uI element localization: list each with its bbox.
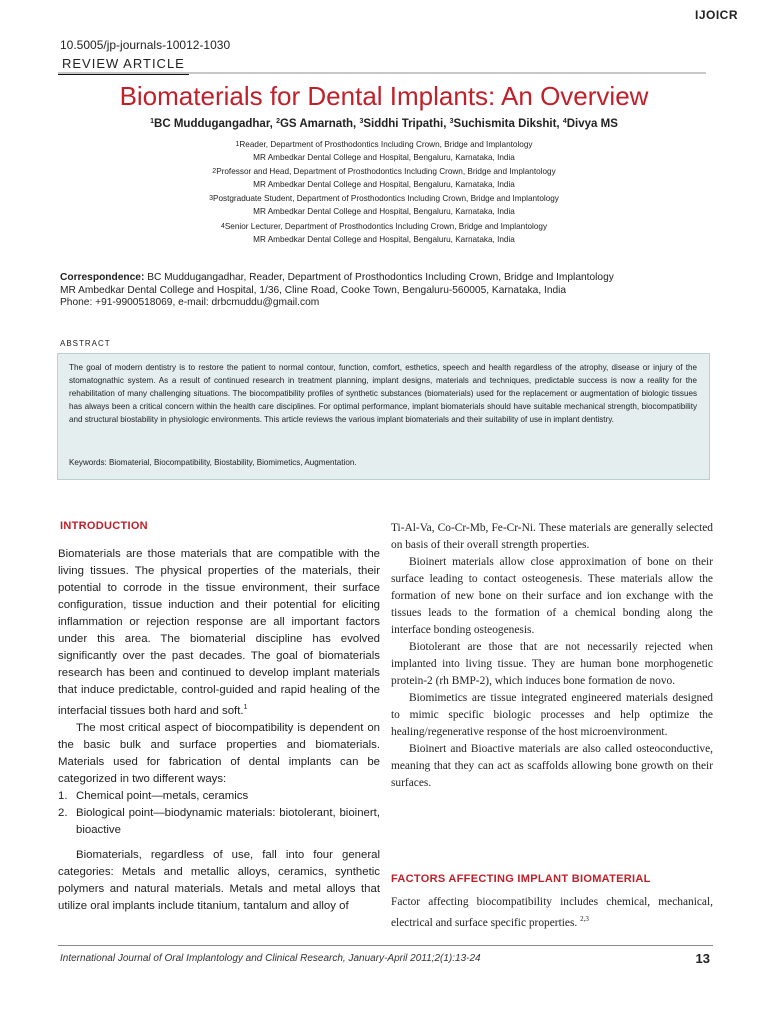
author: $^3$Siddhi Tripathi, xyxy=(359,118,447,130)
correspondence-label: Correspondence: xyxy=(60,272,145,283)
affiliation: $^2$Professor and Head, Department of Prosthodontics Including Crown, Bridge and Implantology MR Ambedkar Dental College and Hospital, Bengaluru, Karnataka, India xyxy=(212,167,556,189)
paragraph: Ti-Al-Va, Co-Cr-Mb, Fe-Cr-Ni. These materials are generally selected on basis of their overall strength properties. xyxy=(391,522,713,551)
paragraph: Bioinert materials allow close approximation of bone on their surface leading to contact osteogenesis. These materials allow the formation of new bone on their surface and ion exchange with the tissues leads to the formation of a chemical bonding along the interface bonding osteogenesis. xyxy=(391,556,713,636)
abstract-text: The goal of modern dentistry is to restore the patient to normal contour, function, comfort, esthetics, speech and health regardless of the atrophy, disease or injury of the stomatognathic system. As a result of continued research in treatment planning, implant designs, materials and techniques, predictable success is now a reality for the rehabilitation of many challenging situations. The biocompatibility profiles of synthetic substances (biomaterials) used for the replacement or augmentation of biologic tissues has always been a critical concern within the health care disciplines. For optimal performance, implant biomaterials should have suitable mechanical strength, biocompatibility and structural biostability in physiologic environments. This article reviews the various implant biomaterials and their suitability of use in implant dentistry. xyxy=(69,363,697,424)
right-column-continued xyxy=(391,894,713,932)
paragraph: Biomaterials are those materials that are compatible with the living tissues. The physical properties of the materials, their potential to corrode in the tissue environment, their surface configuration, tissue induction and their potential for eliciting inflammation or rejection response are all important factors under this area. The biomaterial discipline has evolved significantly over the past decades. The goal of biomaterials research has been and continued to develop implant materials that induce predictable, control-guided and rapid healing of the interfacial tissues both hard and soft.$^1$ xyxy=(58,548,380,717)
author: $^1$BC Muddugangadhar, xyxy=(150,118,273,130)
article-title: Biomaterials for Dental Implants: An Overview xyxy=(119,81,649,111)
paragraph: Biomimetics are tissue integrated engineered materials designed to mimic specific biologic processes and help optimize the healing/regenerative response of the host microenvironment. xyxy=(391,692,713,738)
page-number: 13 xyxy=(695,951,710,966)
author: $^3$Suchismita Dikshit, xyxy=(449,118,560,130)
right-column xyxy=(391,520,713,792)
affiliation: $^4$Senior Lecturer, Department of Prosthodontics Including Crown, Bridge and Implantology MR Ambedkar Dental College and Hospital, Bengaluru, Karnataka, India xyxy=(220,222,548,244)
citation-ref: 1 xyxy=(243,704,248,711)
author: $^2$GS Amarnath, xyxy=(276,118,357,130)
header-divider xyxy=(58,72,706,74)
affiliation: $^3$Postgraduate Student, Department of Prosthodontics Including Crown, Bridge and Implantology MR Ambedkar Dental College and Hospital, Bengaluru, Karnataka, India xyxy=(209,194,559,216)
paragraph: Bioinert and Bioactive materials are also called osteoconductive, meaning that they can act as scaffolds allowing bone growth on their surfaces. xyxy=(391,743,713,789)
abstract-label: ABSTRACT xyxy=(60,339,111,348)
author-list xyxy=(0,118,768,130)
doi-link[interactable]: 10.5005/jp-journals-10012-1030 xyxy=(60,38,231,52)
journal-short-name: IJOICR xyxy=(694,8,738,22)
article-type-label: REVIEW ARTICLE xyxy=(58,54,189,75)
paragraph: The most critical aspect of biocompatibility is dependent on the basic bulk and surface properties and biomaterials. Materials used for fabrication of dental implants can be categorized in two different ways: xyxy=(58,721,380,785)
left-column xyxy=(58,546,380,915)
keywords: Keywords: Biomaterial, Biocompatibility, Biostability, Biomimetics, Augmentation. xyxy=(69,458,357,467)
citation-ref: 2,3 xyxy=(580,915,589,923)
paragraph: Biomaterials, regardless of use, fall into four general categories: Metals and metallic alloys, ceramics, synthetic polymers and natural materials. Metals and metal alloys that utilize oral implants include titanium, tantalum and alloy of xyxy=(58,848,380,912)
author: $^4$Divya MS xyxy=(562,118,618,130)
paragraph: Factor affecting biocompatibility includes chemical, mechanical, electrical and surface specific properties. $^{2,3}$ xyxy=(391,896,713,929)
list-item: 1. Chemical point—metals, ceramics xyxy=(58,789,249,802)
paragraph: Biotolerant are those that are not necessarily rejected when implanted into living tissue. They are human bone morphogenetic protein-2 (rh BMP-2), which induces bone formation de novo. xyxy=(391,641,713,687)
section-heading-factors: FACTORS AFFECTING IMPLANT BIOMATERIAL xyxy=(391,873,651,885)
section-heading-introduction: INTRODUCTION xyxy=(60,520,148,532)
footer-divider xyxy=(58,945,713,946)
affiliation: $^1$Reader, Department of Prosthodontics Including Crown, Bridge and Implantology MR Ambedkar Dental College and Hospital, Bengaluru, Karnataka, India xyxy=(235,140,533,162)
footer-citation: International Journal of Oral Implantology and Clinical Research, January-April 2011;2(1):13-24 xyxy=(60,953,481,964)
correspondence-block: Correspondence: BC Muddugangadhar, Reader, Department of Prosthodontics Including Crown, Bridge and Implantology MR Ambedkar Dental College and Hospital, 1/36, Cline Road, Cooke Town, Bengaluru-560005, Karnataka, India Phone: +91-9900518069, e-mail: drbcmuddu@gmail.com xyxy=(60,272,614,308)
list-item: 2. Biological point—biodynamic materials: biotolerant, bioinert, bioactive xyxy=(58,806,380,836)
